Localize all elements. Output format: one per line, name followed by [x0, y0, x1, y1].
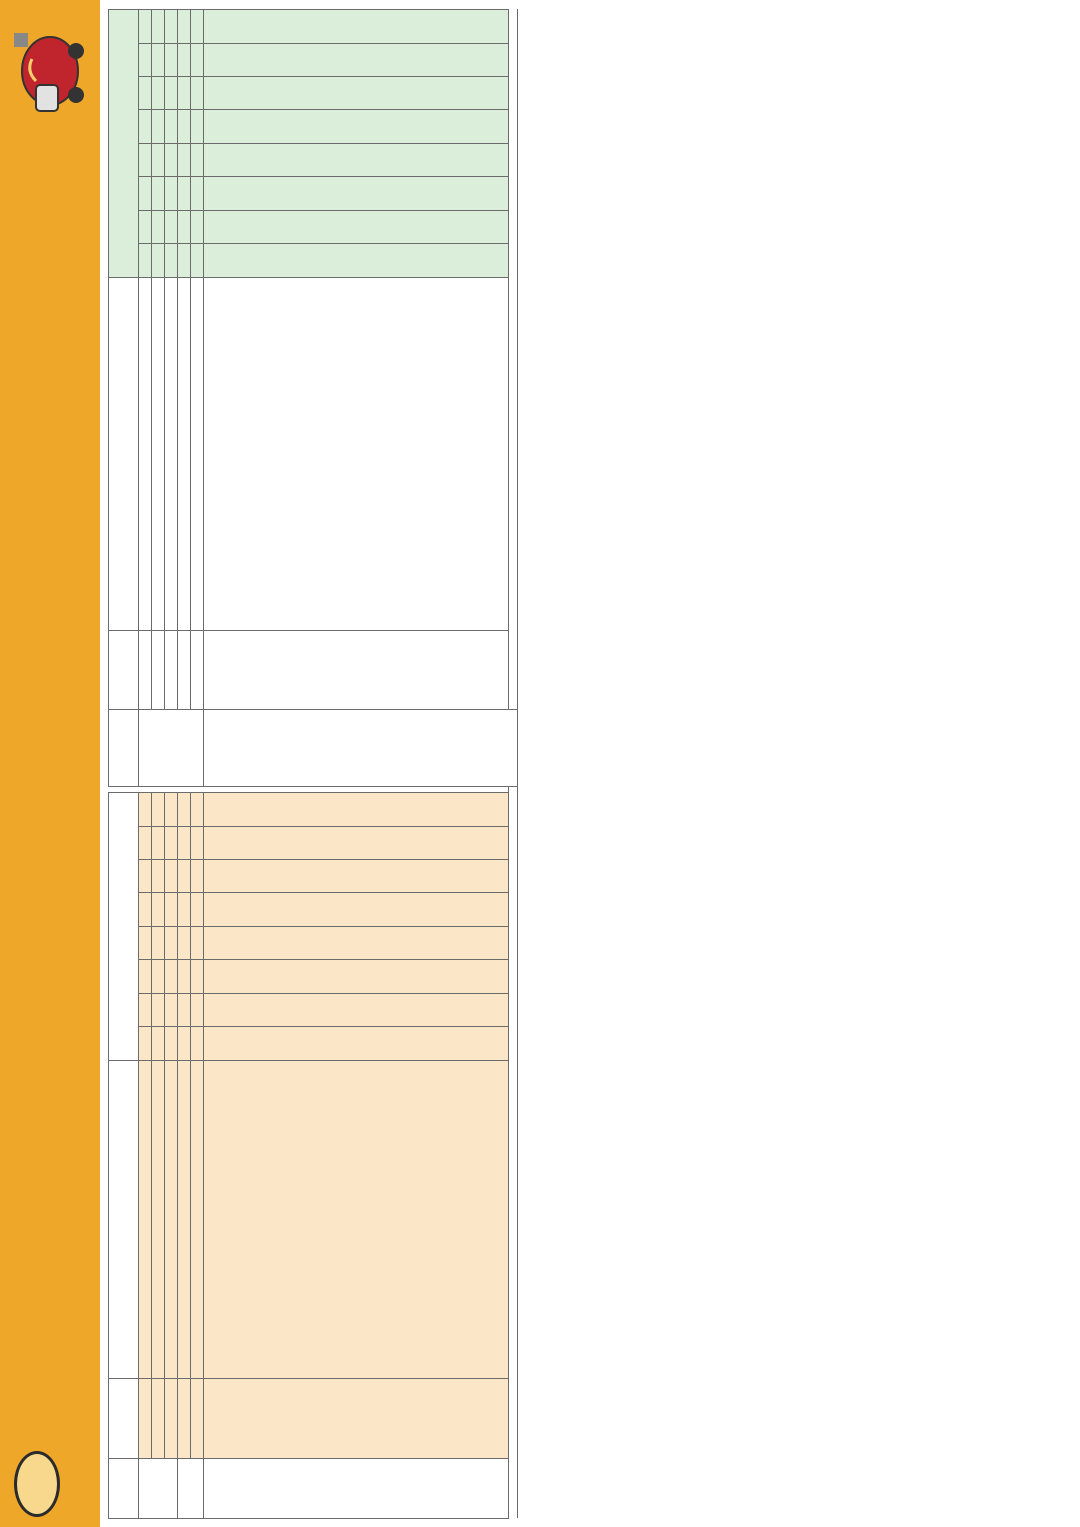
date-cell [165, 244, 178, 277]
column-gap [152, 786, 165, 792]
telepulesresz-cell [165, 1378, 178, 1458]
date-cell [152, 993, 165, 1026]
date-cell [204, 10, 509, 44]
erintett-cell [178, 277, 191, 630]
date-cell [204, 244, 509, 277]
erintett-cell [204, 1060, 509, 1378]
date-cell [178, 993, 191, 1026]
date-cell [204, 926, 509, 959]
date-cell [139, 110, 152, 143]
date-cell [165, 993, 178, 1026]
date-cell [139, 177, 152, 210]
col-csomagolasi [109, 793, 139, 1060]
date-cell [204, 893, 509, 926]
date-cell [165, 77, 178, 110]
row-gap [509, 10, 518, 1519]
date-cell [191, 210, 204, 243]
date-cell [165, 43, 178, 76]
schedule-body [139, 10, 518, 1519]
erintett-cell [152, 1060, 165, 1378]
date-cell [139, 826, 152, 859]
column-gap [109, 786, 139, 792]
erintett-cell [139, 277, 152, 630]
column-gap [191, 786, 204, 792]
date-cell [178, 793, 191, 826]
date-cell [139, 10, 152, 44]
col-telepules [109, 1458, 139, 1518]
date-cell [191, 793, 204, 826]
date-cell [152, 893, 165, 926]
date-cell [178, 77, 191, 110]
date-cell [191, 10, 204, 44]
date-cell [152, 10, 165, 44]
erintett-cell [191, 1060, 204, 1378]
date-cell [204, 826, 509, 859]
date-cell [178, 826, 191, 859]
date-cell [165, 110, 178, 143]
date-cell [204, 143, 509, 176]
column-gap [204, 786, 509, 792]
telepulesresz-cell [178, 630, 191, 710]
schedule-table-wrap [108, 9, 518, 1519]
date-cell [139, 926, 152, 959]
date-cell [139, 960, 152, 993]
date-cell [178, 960, 191, 993]
column-gap [178, 786, 191, 792]
date-cell [165, 926, 178, 959]
telepulesresz-cell [178, 1378, 191, 1458]
date-cell [152, 926, 165, 959]
telepulesresz-cell [191, 1378, 204, 1458]
date-cell [165, 893, 178, 926]
date-cell [139, 793, 152, 826]
erintett-cell [178, 1060, 191, 1378]
date-cell [152, 143, 165, 176]
erintett-cell [165, 1060, 178, 1378]
telepulesresz-cell [152, 630, 165, 710]
date-cell [178, 177, 191, 210]
date-cell [191, 43, 204, 76]
date-cell [165, 177, 178, 210]
col-zold [109, 10, 139, 278]
date-cell [204, 960, 509, 993]
date-cell [165, 143, 178, 176]
date-cell [204, 860, 509, 893]
date-cell [152, 793, 165, 826]
date-cell [165, 1027, 178, 1060]
date-cell [139, 1027, 152, 1060]
date-cell [191, 143, 204, 176]
erintett-cell [165, 277, 178, 630]
date-cell [191, 960, 204, 993]
telepulesresz-cell [152, 1378, 165, 1458]
telepulesresz-cell [139, 1378, 152, 1458]
date-cell [191, 177, 204, 210]
telepulesresz-cell [204, 1378, 509, 1458]
date-cell [139, 210, 152, 243]
date-cell [178, 110, 191, 143]
date-cell [152, 1027, 165, 1060]
header-band [0, 0, 100, 1527]
date-cell [165, 793, 178, 826]
telepulesresz-cell [165, 630, 178, 710]
erintett-cell [139, 1060, 152, 1378]
date-cell [165, 860, 178, 893]
date-cell [178, 210, 191, 243]
date-cell [178, 926, 191, 959]
date-cell [191, 110, 204, 143]
date-cell [191, 77, 204, 110]
date-cell [191, 826, 204, 859]
col-telepulesresz [109, 1378, 139, 1458]
telepules-cell [204, 1458, 509, 1518]
column-gap [165, 786, 178, 792]
telepulesresz-cell [204, 630, 509, 710]
date-cell [139, 860, 152, 893]
date-cell [139, 77, 152, 110]
date-cell [204, 993, 509, 1026]
erintett-cell [152, 277, 165, 630]
date-cell [178, 244, 191, 277]
date-cell [165, 210, 178, 243]
date-cell [204, 110, 509, 143]
telepules-cell [204, 710, 518, 786]
schedule-table [108, 9, 518, 1519]
telepules-cell [139, 1458, 178, 1518]
date-cell [152, 244, 165, 277]
date-cell [204, 177, 509, 210]
date-cell [152, 860, 165, 893]
date-cell [178, 860, 191, 893]
date-cell [191, 893, 204, 926]
col-erintett [109, 1060, 139, 1378]
telepules-cell [178, 1458, 204, 1518]
date-cell [191, 244, 204, 277]
col-erintett-right [109, 277, 139, 630]
date-cell [165, 960, 178, 993]
date-cell [139, 143, 152, 176]
date-cell [191, 860, 204, 893]
date-cell [178, 893, 191, 926]
col-telepules-right [109, 710, 139, 786]
date-cell [139, 244, 152, 277]
date-cell [204, 43, 509, 76]
date-cell [191, 993, 204, 1026]
telepulesresz-cell [139, 630, 152, 710]
date-cell [152, 177, 165, 210]
separator-row [509, 10, 518, 1519]
table-row [204, 10, 509, 1519]
garbage-truck-icon [6, 19, 94, 131]
date-cell [178, 1027, 191, 1060]
date-cell [152, 210, 165, 243]
date-cell [165, 10, 178, 44]
date-cell [152, 960, 165, 993]
date-cell [204, 77, 509, 110]
date-cell [152, 77, 165, 110]
date-cell [191, 926, 204, 959]
date-cell [139, 893, 152, 926]
date-cell [204, 793, 509, 826]
date-cell [152, 43, 165, 76]
date-cell [178, 43, 191, 76]
date-cell [204, 1027, 509, 1060]
telepulesresz-cell [191, 630, 204, 710]
date-cell [191, 1027, 204, 1060]
date-cell [178, 143, 191, 176]
date-cell [139, 43, 152, 76]
erintett-cell [204, 277, 509, 630]
date-cell [139, 993, 152, 1026]
column-gap [139, 786, 152, 792]
date-cell [152, 110, 165, 143]
date-cell [152, 826, 165, 859]
date-cell [165, 826, 178, 859]
table-row [139, 10, 152, 1519]
date-cell [204, 210, 509, 243]
telepules-cell [139, 710, 204, 786]
erintett-cell [191, 277, 204, 630]
col-telepulesresz-right [109, 630, 139, 710]
vgu-logo [14, 1451, 60, 1517]
date-cell [178, 10, 191, 44]
